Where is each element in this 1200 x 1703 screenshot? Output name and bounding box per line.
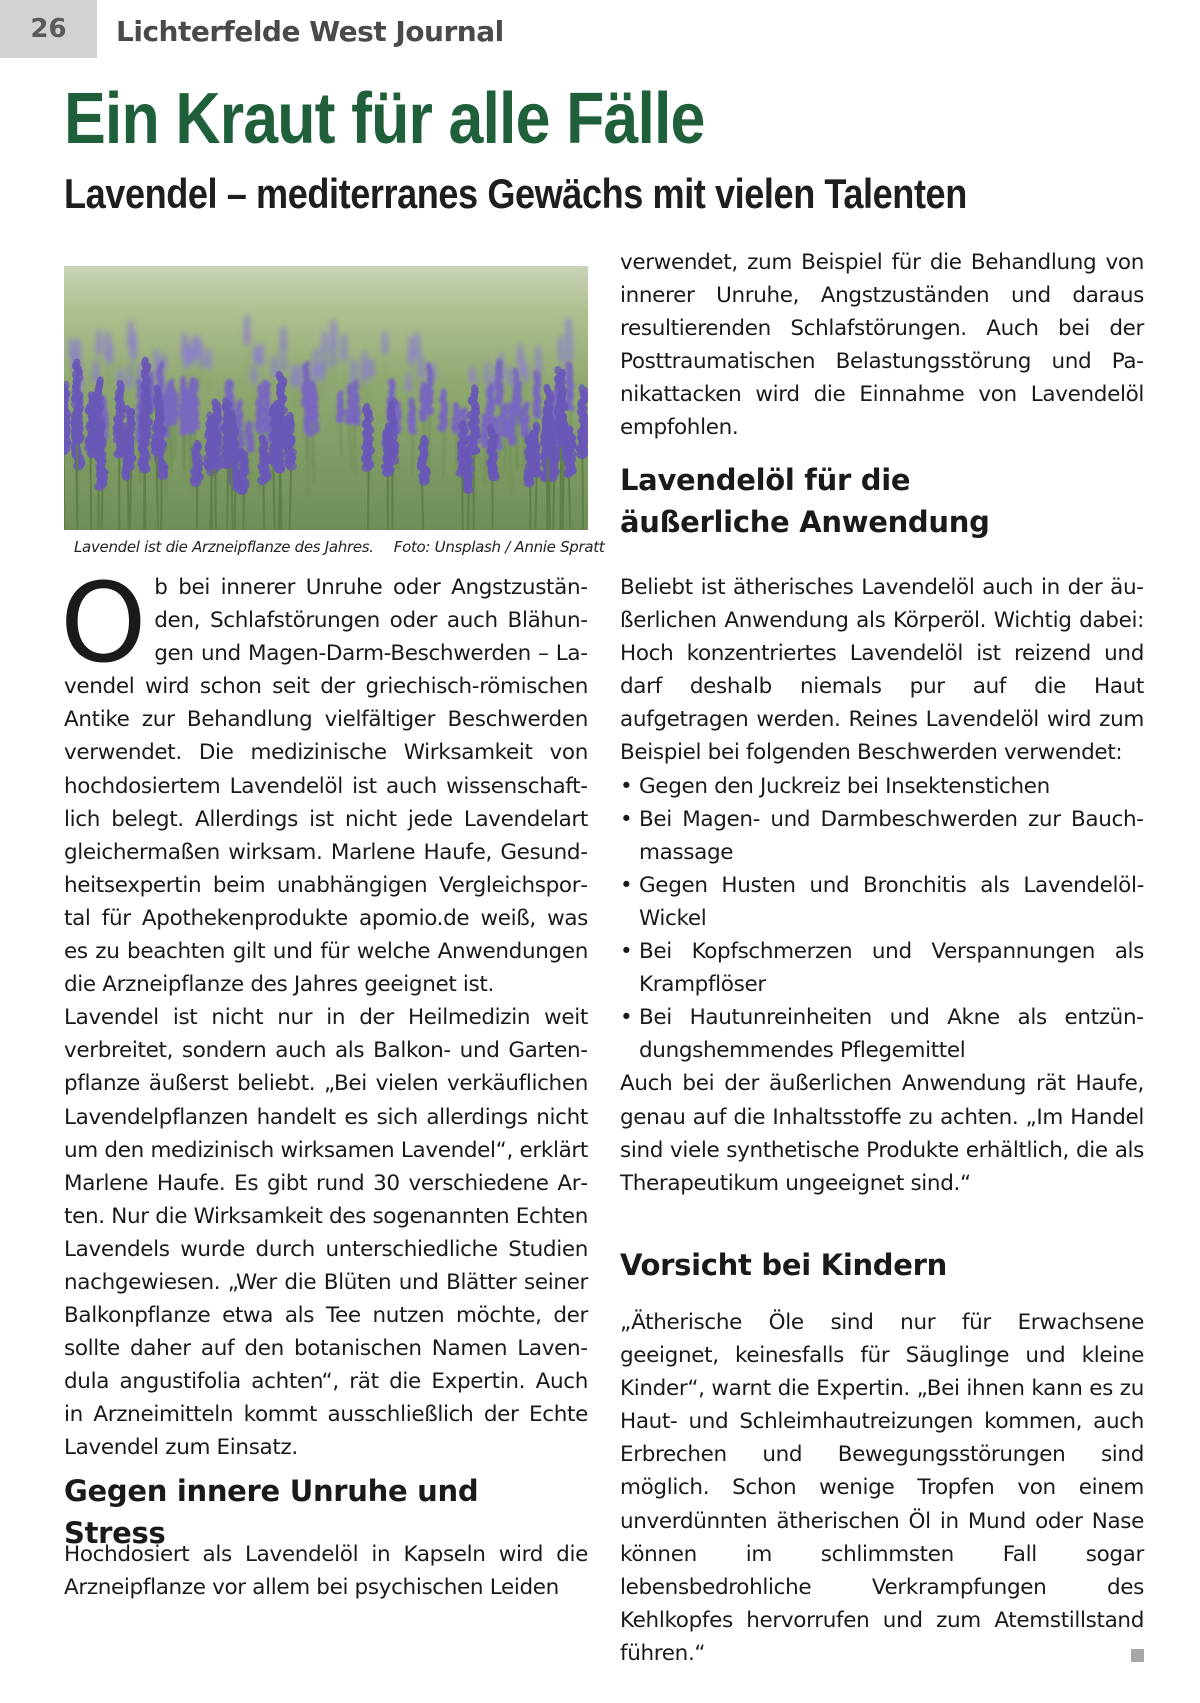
lavender-field-image [64,266,588,530]
photo-credit: Foto: Unsplash / Annie Spratt [393,538,605,556]
heading-stress: Gegen innere Unruhe und Stress [64,1474,479,1550]
children-column [620,1306,1144,1670]
right-column-top [620,246,1144,445]
lavender-photo [64,266,588,530]
paragraph-balcony: Lavendel ist nicht nur in der Heilmedizin weit verbreitet, sondern auch als Balkon- und Gartenpflanze äußerst beliebt. „Bei vielen verkäuflichen Lavendelpflanzen handelt es sich allerdings nicht um den medizinisch wirksamen Lavendel“, erklärt Marlene Haufe. Es gibt rund 30 verschiedene Arten. Nur die Wirksamkeit des sogenannten Echten Lavendels wurde durch unterschiedliche Studien nachgewiesen. „Wer die Blüten und Blätter seiner Balkonpflanze etwa als Tee nutzen möchte, der sollte daher auf den botanischen Namen Lavendula angustifolia achten“, rät die Expertin. Auch in Arzneimitteln kommt ausschließlich der Echte Lavendel zum Einsatz. [64,1005,588,1461]
intro-paragraph [60,559,588,1001]
end-mark-icon [1131,1649,1144,1662]
photo-caption [74,538,605,556]
list-item: • Gegen Husten und Bronchitis als Lavendelöl-Wickel [620,872,1144,931]
caption-text: Lavendel ist die Arzneipflanze des Jahres. [74,538,374,556]
list-item: • Bei Magen- und Darmbeschwerden zur Bauchmassage [620,806,1144,865]
complaints-list [620,770,1144,1068]
external-heading-block [620,459,1144,543]
list-item: • Bei Hautunreinheiten und Akne als entzündungshemmendes Pflegemittel [620,1005,1144,1064]
external-text: Beliebt ist ätherisches Lavendelöl auch in der äußerlichen Anwendung als Körperöl. Wichtig dabei: Hoch konzentriertes Lavendelöl ist reizend und darf deshalb niemals pur auf die Haut aufgetragen werden. Reines Lavendelöl wird zum Beispiel bei folgenden Beschwerden verwendet: [620,575,1144,766]
list-item: • Gegen den Juckreiz bei Insektenstichen [620,773,1050,799]
external-column [620,571,1144,1200]
external-closing: Auch bei der äußerlichen Anwendung rät Haufe, genau auf die Inhaltsstoffe zu achten. „Im Handel sind viele synthetische Produkte erhältlich, die als Therapeutikum ungeeignet sind.“ [620,1071,1144,1196]
stress-continued-text: verwendet, zum Beispiel für die Behandlung von innerer Unruhe, Angstzuständen und daraus resultierenden Schlafstörungen. Auch bei der Posttraumatischen Belastungsstörung und Panikattacken wird die Einnahme von Lavendelöl empfohlen. [620,250,1144,441]
stress-column [64,1538,588,1604]
heading-external: Lavendelöl für die äußerliche Anwendung [620,463,990,539]
page-number: 26 [0,0,97,58]
journal-name: Lichterfelde West Journal [116,15,504,48]
heading-children: Vorsicht bei Kindern [620,1248,947,1282]
article-subheadline: Lavendel – mediterranes Gewächs mit vielen Talenten [64,170,967,217]
article-headline: Ein Kraut für alle Fälle [64,79,705,159]
stress-text: Hochdosiert als Lavendelöl in Kapseln wird die Arzneipflanze vor allem bei psychischen Leiden [64,1542,588,1601]
children-text: „Ätherische Öle sind nur für Erwachsene geeignet, keinesfalls für Säuglinge und kleine Kinder“, warnt die Expertin. „Bei ihnen kann es zu Haut- und Schleimhautreizungen kommen, auch Erbrechen und Bewegungsstörungen sind möglich. Schon wenige Tropfen von einem unverdünnten ätherischen Öl in Mund oder Nase können im schlimmsten Fall sogar lebensbedrohliche Verkrampfungen des Kehlkopfes hervorrufen und zum Atemstillstand führen.“ [620,1310,1144,1666]
list-item: • Bei Kopfschmerzen und Verspannungen als Krampflöser [620,939,1144,998]
intro-text: b bei innerer Unruhe oder Angstzuständen, Schlafstörungen oder auch Blähungen und Magen-Darm-Beschwerden – Lavendel wird schon seit der griechisch-römischen Antike zur Behandlung vielfältiger Beschwerden verwendet. Die medizinische Wirksamkeit von hochdosiertem Lavendelöl ist auch wissenschaftlich belegt. Allerdings ist nicht jede Lavendelart gleichermaßen wirksam. Marlene Haufe, Gesundheitsexpertin beim unabhängigen Vergleichsportal für Apothekenprodukte apomio.de weiß, was es zu beachten gilt und für welche Anwendungen die Arzneipflanze des Jahres geeignet ist. [64,575,588,998]
left-column [60,559,588,1465]
drop-cap: O [60,559,147,687]
